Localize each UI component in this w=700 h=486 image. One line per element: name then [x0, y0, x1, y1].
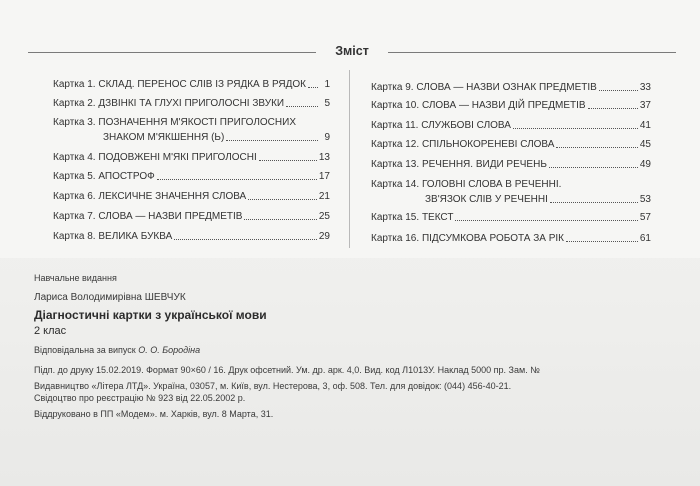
- toc-entry: Картка 10. СЛОВА — НАЗВИ ДІЙ ПРЕДМЕТІВ 37: [371, 100, 651, 111]
- toc-entry: Картка 6. ЛЕКСИЧНЕ ЗНАЧЕННЯ СЛОВА 21: [53, 191, 330, 202]
- edition-type: Навчальне видання: [34, 273, 117, 283]
- responsible-label: Відповідальна за випуск: [34, 345, 136, 355]
- print-info: Підп. до друку 15.02.2019. Формат 90×60 / 16. Друк офсетний. Ум. др. арк. 4,0. Вид. код Л1013У. Наклад 5000 пр. Зам. №: [34, 365, 540, 375]
- toc-entry: Картка 3. ПОЗНАЧЕННЯ М'ЯКОСТІ ПРИГОЛОСНИХ ЗНАКОМ М'ЯКШЕННЯ (Ь) 9: [53, 117, 330, 143]
- toc-entry: Картка 5. АПОСТРОФ 17: [53, 171, 330, 182]
- toc-entry: Картка 11. СЛУЖБОВІ СЛОВА 41: [371, 120, 651, 131]
- toc-entry: Картка 12. СПІЛЬНОКОРЕНЕВІ СЛОВА 45: [371, 139, 651, 150]
- title-rule-right: [388, 52, 676, 53]
- toc-entry: Картка 14. ГОЛОВНІ СЛОВА В РЕЧЕННІ. ЗВ'ЯЗОК СЛІВ У РЕЧЕННІ 53: [371, 179, 651, 205]
- toc-entry: Картка 2. ДЗВІНКІ ТА ГЛУХІ ПРИГОЛОСНІ ЗВУКИ 5: [53, 98, 330, 109]
- toc-entry: Картка 1. СКЛАД. ПЕРЕНОС СЛІВ ІЗ РЯДКА В РЯДОК 1: [53, 79, 330, 90]
- author: Лариса Володимирівна ШЕВЧУК: [34, 292, 186, 303]
- toc-entry: Картка 13. РЕЧЕННЯ. ВИДИ РЕЧЕНЬ 49: [371, 159, 651, 170]
- toc-entry: Картка 15. ТЕКСТ 57: [371, 212, 651, 223]
- certificate: Свідоцтво про реєстрацію № 923 від 22.05.2002 р.: [34, 393, 246, 403]
- printed-by: Віддруковано в ПП «Модем». м. Харків, вул. 8 Марта, 31.: [34, 409, 274, 419]
- toc-entry: Картка 4. ПОДОВЖЕНІ М'ЯКІ ПРИГОЛОСНІ 13: [53, 152, 330, 163]
- responsible-name: О. О. Бородіна: [138, 345, 201, 355]
- column-divider: [349, 70, 350, 248]
- toc-entry: Картка 9. СЛОВА — НАЗВИ ОЗНАК ПРЕДМЕТІВ 33: [371, 82, 651, 93]
- toc-header: [28, 44, 676, 60]
- title-rule-left: [28, 52, 316, 53]
- publisher: Видавництво «Літера ЛТД». Україна, 03057, м. Київ, вул. Нестерова, 3, оф. 508. Тел. для довідок: (044) 456-40-21.: [34, 381, 512, 391]
- toc-entry: Картка 7. СЛОВА — НАЗВИ ПРЕДМЕТІВ 25: [53, 211, 330, 222]
- book-title: Діагностичні картки з української мови: [34, 308, 267, 322]
- toc-entry: Картка 8. ВЕЛИКА БУКВА 29: [53, 231, 330, 242]
- grade: 2 клас: [34, 325, 67, 337]
- toc-title: Зміст: [335, 44, 369, 58]
- responsible-editor: [34, 344, 200, 356]
- toc-entry: Картка 16. ПІДСУМКОВА РОБОТА ЗА РІК 61: [371, 233, 651, 244]
